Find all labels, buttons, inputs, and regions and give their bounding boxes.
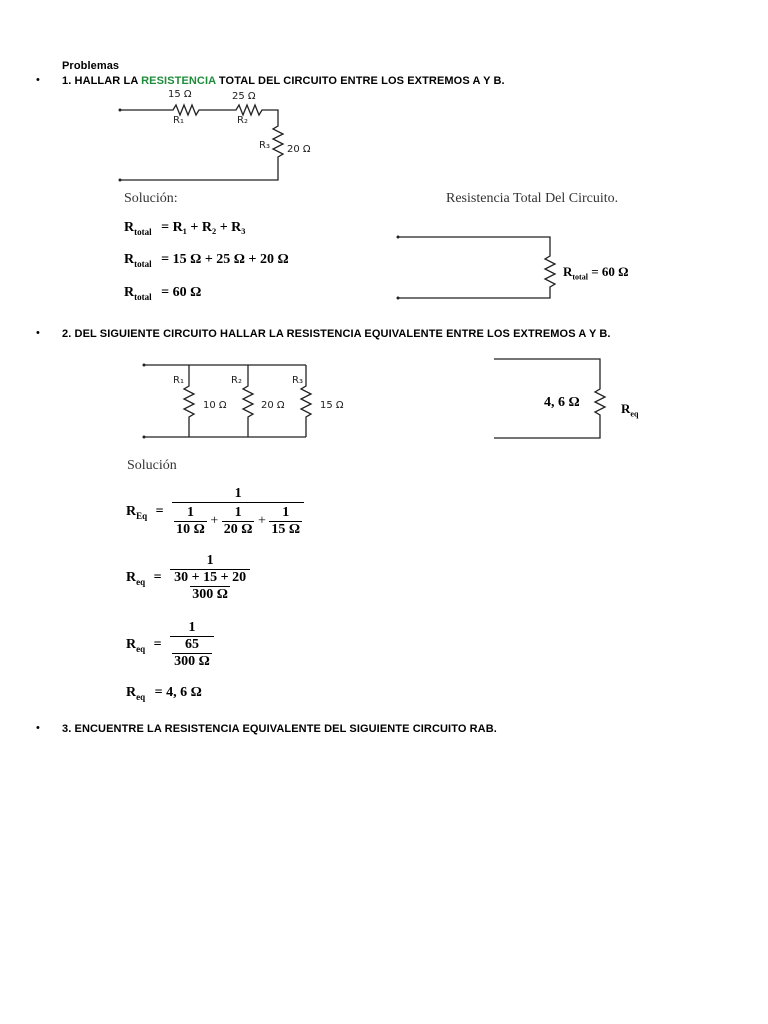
r1-value: 15 Ω bbox=[168, 89, 192, 100]
equation-total-substitution: $R_{total} = 15$ Ω + 25 Ω + 20 Ω bbox=[124, 252, 289, 269]
total-resistance-label: $R_{total} = 60$ Ω bbox=[563, 264, 629, 282]
r2-value: 25 Ω bbox=[232, 91, 256, 102]
problem-1-highlight: RESISTENCIA bbox=[141, 75, 216, 87]
r3-value: 20 Ω bbox=[287, 144, 311, 155]
equation-total-result: $R_{total} = 60$ Ω bbox=[124, 285, 202, 302]
series-circuit-diagram bbox=[118, 88, 318, 188]
terminal-a bbox=[397, 236, 400, 239]
problem-1-suffix: TOTAL DEL CIRCUITO ENTRE LOS EXTREMOS A Y B. bbox=[215, 75, 505, 87]
total-resistance-title: Resistencia Total Del Circuito. bbox=[446, 191, 619, 206]
r1-label: R₁ bbox=[173, 375, 184, 386]
r2-label: R₂ bbox=[231, 375, 242, 386]
solution-1-label: Solución: bbox=[124, 191, 178, 206]
r2-branch bbox=[243, 365, 253, 437]
equation-step-4: $R_{eq} = 4$, 6 Ω bbox=[126, 685, 202, 702]
equation-step-1: $R_{Eq}$ = 1 $\frac{1}{10 \Omega}$ + $\frac{1}{20 \Omega}$ + $\frac{1}{15 \Omega}$ bbox=[126, 486, 304, 538]
terminal-b bbox=[119, 179, 122, 182]
r3-label: R₃ bbox=[259, 140, 270, 151]
equation-step-3: $R_{eq}$ = $\frac{1}{\frac{65}{300 \Omega}}$ bbox=[126, 620, 214, 670]
terminal-a bbox=[119, 109, 122, 112]
bullet-1: • bbox=[36, 74, 40, 86]
step-1-fraction: 1 $\frac{1}{10 \Omega}$ + $\frac{1}{20 \Omega}$ + $\frac{1}{15 \Omega}$ bbox=[172, 486, 304, 538]
r1-branch bbox=[184, 365, 194, 437]
equivalent-value: 4, 6 Ω bbox=[544, 395, 580, 410]
solution-2-label: Solución bbox=[127, 458, 177, 473]
problem-2-statement: 2. DEL SIGUIENTE CIRCUITO HALLAR LA RESISTENCIA EQUIVALENTE ENTRE LOS EXTREMOS A Y B. bbox=[62, 328, 611, 340]
problem-1-prefix: 1. HALLAR LA bbox=[62, 75, 142, 87]
step-3-fraction: $\frac{1}{\frac{65}{300 \Omega}}$ bbox=[170, 620, 214, 670]
page-title: Problemas bbox=[62, 60, 120, 72]
problem-1-statement bbox=[62, 75, 505, 87]
terminal-b bbox=[397, 297, 400, 300]
equation-total-formula: $R_{total} = R_1 + R_2 + R_3$ bbox=[124, 220, 246, 237]
terminal-b bbox=[143, 436, 146, 439]
equivalent-label: $R_{eq}$ bbox=[621, 401, 639, 419]
total-resistance-diagram bbox=[396, 230, 556, 310]
terminal-a bbox=[143, 364, 146, 367]
r2-value: 20 Ω bbox=[261, 400, 285, 411]
bullet-3: • bbox=[36, 722, 40, 734]
equation-step-2: $R_{eq}$ = $\frac{1}{\frac{30 + 15 + 20}{300 \Omega}}$ bbox=[126, 553, 250, 603]
step-2-fraction: $\frac{1}{\frac{30 + 15 + 20}{300 \Omega}}$ bbox=[170, 553, 250, 603]
bullet-2: • bbox=[36, 327, 40, 339]
problem-3-statement: 3. ENCUENTRE LA RESISTENCIA EQUIVALENTE DEL SIGUIENTE CIRCUITO RAB. bbox=[62, 723, 497, 735]
r2-label: R₂ bbox=[237, 115, 248, 126]
r1-label: R₁ bbox=[173, 115, 184, 126]
r3-value: 15 Ω bbox=[320, 400, 344, 411]
total-resistance-wires bbox=[398, 237, 555, 298]
r3-label: R₃ bbox=[292, 375, 303, 386]
r1-value: 10 Ω bbox=[203, 400, 227, 411]
